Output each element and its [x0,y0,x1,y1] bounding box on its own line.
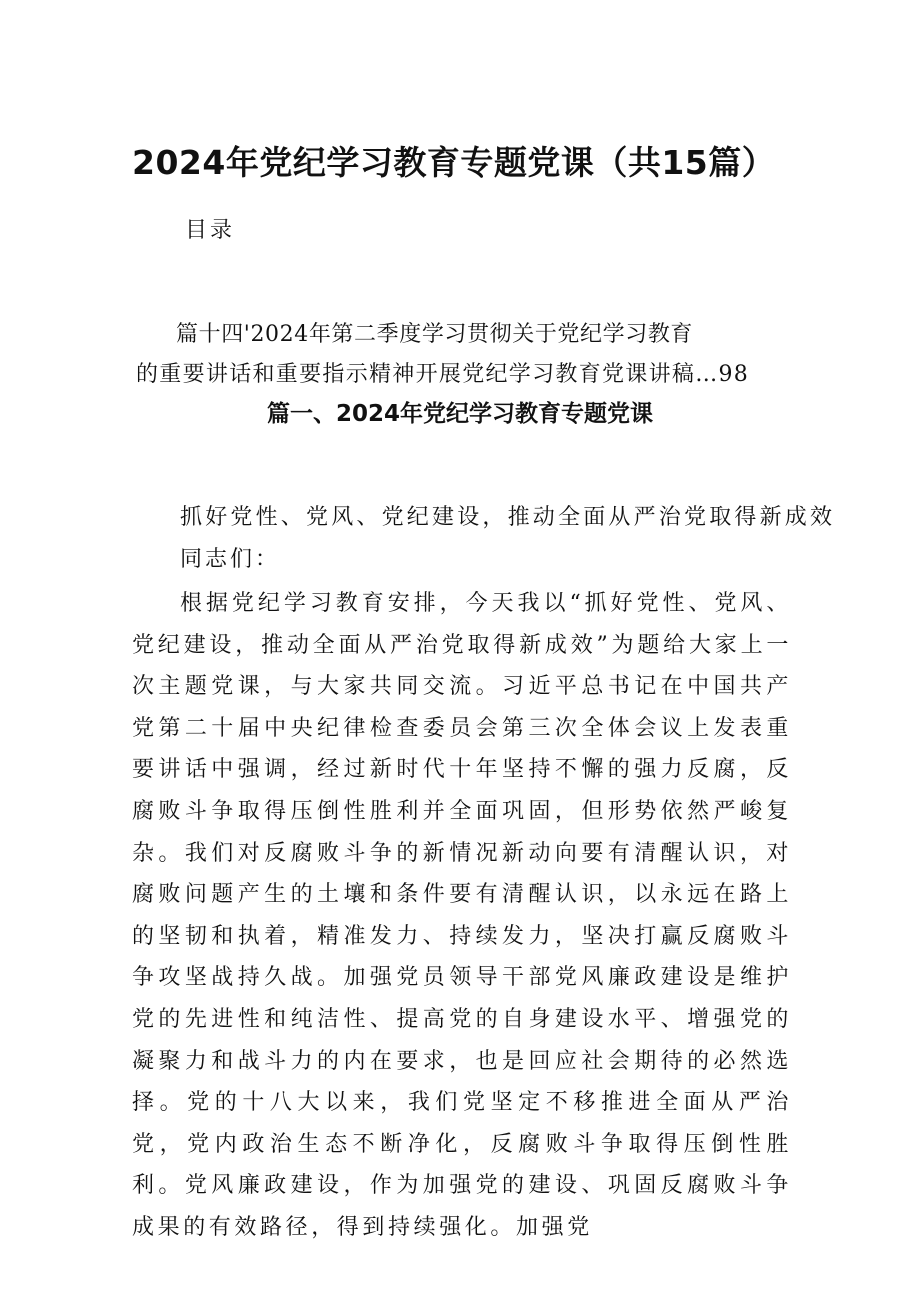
toc-entry-line-1: 篇十四'2024年第二季度学习贯彻关于党纪学习教育 [176,322,694,347]
toc-entry[interactable] [136,315,796,395]
section-title: 篇一、2024年党纪学习教育专题党课 [266,401,653,427]
toc-entry-line-2: 的重要讲话和重要指示精神开展党纪学习教育党课讲稿…98 [136,362,750,387]
speech-title: 抓好党性、党风、党纪建设，推动全面从严治党取得新成效 [180,505,836,530]
greeting: 同志们： [180,547,281,572]
body-paragraph: 根据党纪学习教育安排，今天我以“抓好党性、党风、党纪建设，推动全面从严治党取得新成效”为题给大家上一次主题党课，与大家共同交流。习近平总书记在中国共产党第二十届中央纪律检查委员会第三次全体会议上发表重要讲话中强调，经过新时代十年坚持不懈的强力反腐，反腐败斗争取得压倒性胜利并全面巩固，但形势依然严峻复杂。我们对反腐败斗争的新情况新动向要有清醒认识，对腐败问题产生的土壤和条件要有清醒认识，以永远在路上的坚韧和执着，精准发力、持续发力，坚决打赢反腐败斗争攻坚战持久战。加强党员领导干部党风廉政建设是维护党的先进性和纯洁性、提高党的自身建设水平、增强党的凝聚力和战斗力的内在要求，也是回应社会期待的必然选择。党的十八大以来，我们党坚定不移推进全面从严治党，党内政治生态不断净化，反腐败斗争取得压倒性胜利。党风廉政建设，作为加强党的建设、巩固反腐败斗争成果的有效路径，得到持续强化。加强党 [132,591,792,1240]
document-title: 2024年党纪学习教育专题党课（共15篇） [132,143,776,182]
toc-heading: 目录 [185,218,236,243]
